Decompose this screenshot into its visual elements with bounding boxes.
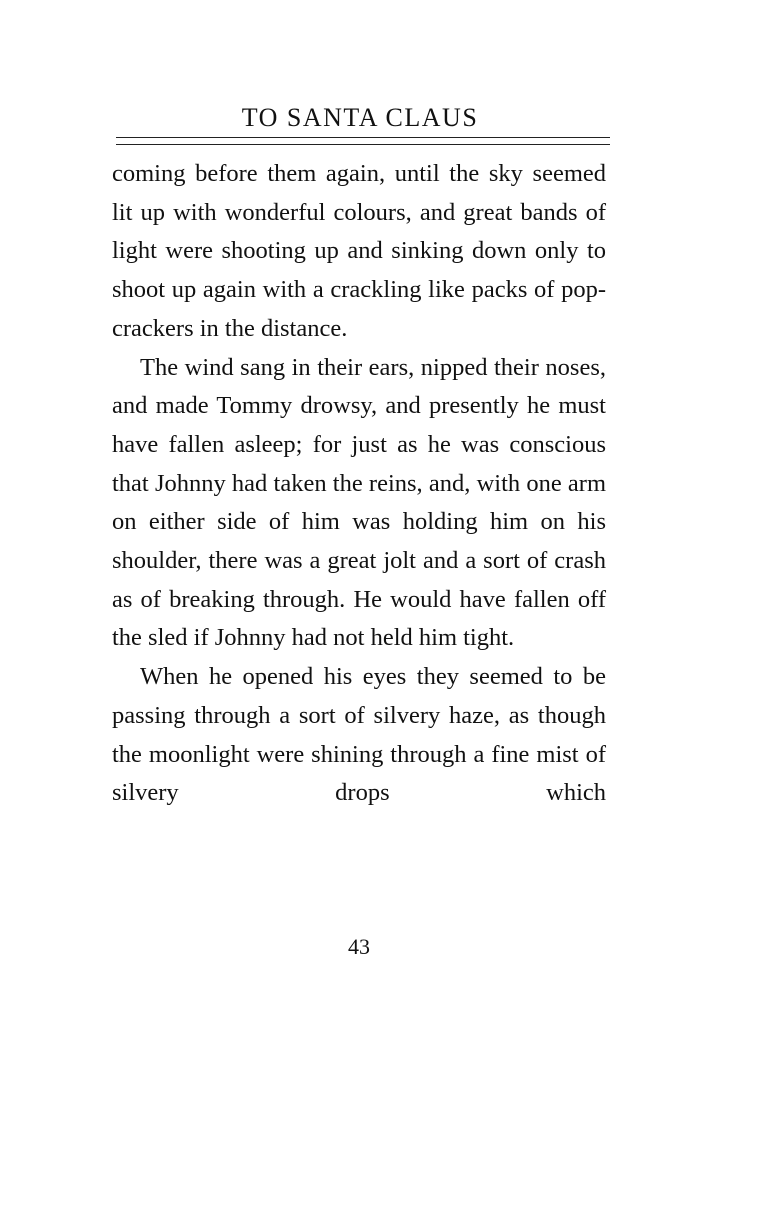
paragraph-continued: coming before them again, until the sky seemed lit up with wonderful colours, and great bands of light were shooting up and sinking down only to shoot up again with a crackling like packs of pop-crackers in the distance.	[112, 160, 606, 342]
header-rule-top	[116, 137, 610, 138]
paragraph: When he opened his eyes they seemed to be passing through a sort of silvery haze, as though the moonlight were shining through a fine mist of silvery drops which	[112, 663, 606, 807]
paragraph: The wind sang in their ears, nipped their noses, and made Tommy drowsy, and presently he must have fallen asleep; for just as he was conscious that Johnny had taken the reins, and, with one arm on either side of him was holding him on his shoulder, there was a great jolt and a sort of crash as of breaking through. He would have fallen off the sled if Johnny had not held him tight.	[112, 353, 606, 652]
page-number: 43	[348, 934, 370, 959]
running-head: TO SANTA CLAUS	[241, 103, 479, 132]
header-rule-bottom	[116, 144, 610, 145]
body-text	[112, 155, 606, 813]
